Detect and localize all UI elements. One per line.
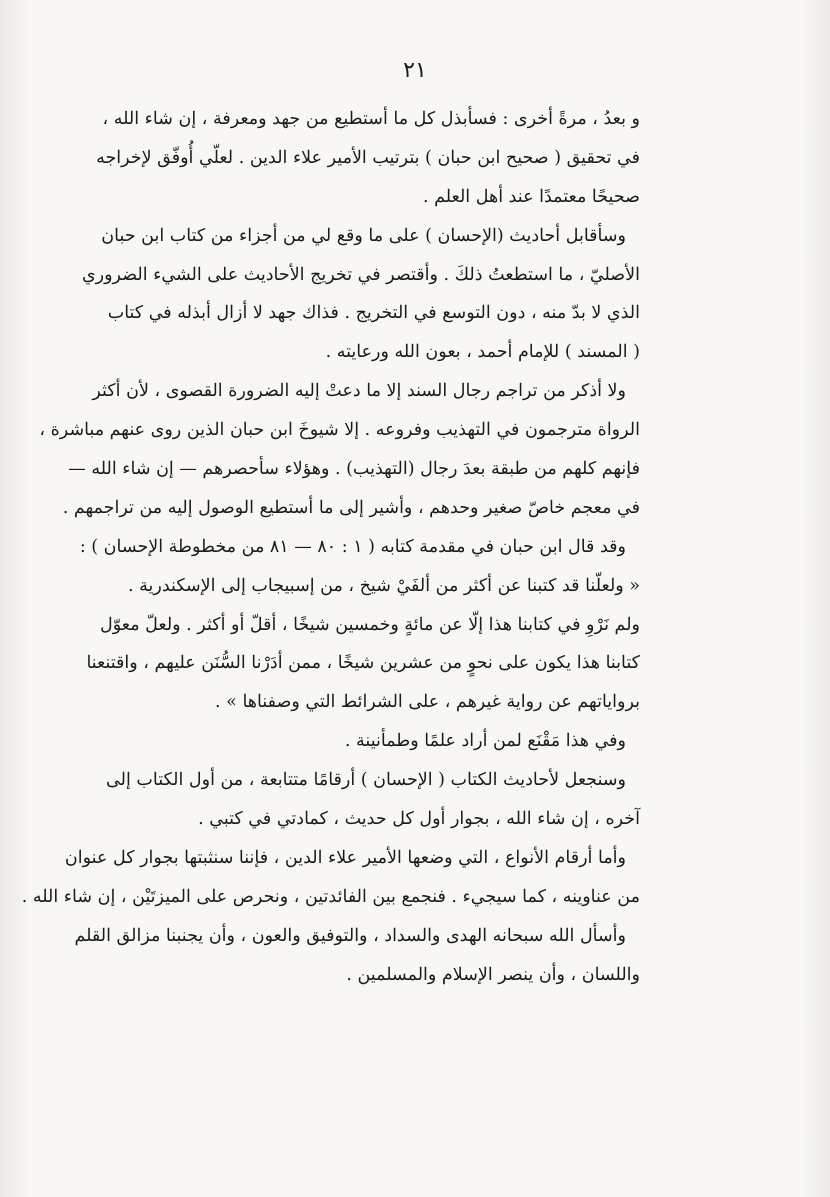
text-line: في معجم خاصّ صغير وحدهم ، وأشير إلى ما أستطيع الوصول إليه من تراجمهم . <box>62 497 640 518</box>
text-line: واللسان ، وأن ينصر الإسلام والمسلمين . <box>346 964 640 985</box>
text-line: وقد قال ابن حبان في مقدمة كتابه ( ١ : ٨٠ — ٨١ من مخطوطة الإحسان ) : <box>79 536 626 557</box>
paragraph <box>39 372 640 528</box>
paragraph <box>81 217 640 373</box>
text-line: ( المسند ) للإمام أحمد ، بعون الله ورعايته . <box>325 342 640 363</box>
text-line: ولم نَرْوِ في كتابنا هذا إلّا عن مائةٍ وخمسين شيخًا ، أقلّ أو أكثر . ولعلّ معوّل <box>100 614 640 635</box>
text-line: برواياتهم عن رواية غيرهم ، على الشرائط التي وصفناها » . <box>215 692 640 713</box>
paragraph <box>158 722 640 761</box>
body-text <box>21 100 640 994</box>
text-line: صحيحًا معتمدًا عند أهل العلم . <box>422 186 640 207</box>
text-line: و بعدُ ، مرةً أخرى : فسأبذل كل ما أستطيع من جهد ومعرفة ، إن شاء الله ، <box>102 109 640 129</box>
text-line: وأسأل الله سبحانه الهدى والسداد ، والتوفيق والعون ، وأن يجنبنا مزالق القلم <box>74 925 626 946</box>
text-line: كتابنا هذا يكون على نحوٍ من عشرين شيخًا ، ممن أدَرْنا السُّنَن عليهم ، واقتنعنا <box>86 653 640 674</box>
text-line: وأما أرقام الأنواع ، التي وضعها الأمير علاء الدين ، فإننا سنثبتها بجوار كل عنوان <box>64 847 626 868</box>
paragraph <box>96 100 640 217</box>
text-line: وسنجعل لأحاديث الكتاب ( الإحسان ) أرقامًا متتابعة ، من أول الكتاب إلى <box>106 770 626 791</box>
text-line: الرواة مترجمون في التهذيب وفروعه . إلا شيوخَ ابن حبان الذين روى عنهم مباشرة ، <box>39 420 640 441</box>
text-line: ولا أذكر من تراجم رجال السند إلا ما دعتْ إليه الضرورة القصوى ، لأن أكثر <box>92 381 626 402</box>
paragraph <box>79 528 640 722</box>
paragraph <box>106 761 640 839</box>
text-line: آخره ، إن شاء الله ، بجوار أول كل حديث ، كمادتي في كتبي . <box>198 809 640 830</box>
paragraph <box>74 917 640 995</box>
text-line: « ولعلّنا قد كتبنا عن أكثر من ألفَيْ شيخ ، من إسبيجاب إلى الإسكندرية . <box>128 575 640 596</box>
paragraph <box>21 839 640 917</box>
text-line: فإنهم كلهم من طبقة بعدَ رجال (التهذيب) . وهؤلاء سأحصرهم — إن شاء الله — <box>68 459 640 480</box>
text-line: الأصليّ ، ما استطعتُ ذلكَ . وأقتصر في تخريج الأحاديث على الشيء الضروري <box>81 264 640 285</box>
page-number: ٢١ <box>403 58 427 83</box>
text-line: وفي هذا مَقْنَع لمن أراد علمًا وطمأنينة . <box>344 731 626 752</box>
text-line: في تحقيق ( صحيح ابن حبان ) بترتيب الأمير علاء الدين . لعلّي أُوفّق لإخراجه <box>96 147 640 168</box>
text-line: وسأقابل أحاديث (الإحسان ) على ما وقع لي من أجزاء من كتاب ابن حبان <box>101 225 626 246</box>
text-line: الذي لا بدّ منه ، دون التوسع في التخريج . فذاك جهد لا أزال أبذله في كتاب <box>107 303 640 324</box>
text-line: من عناوينه ، كما سيجيء . فنجمع بين الفائدتين ، ونحرص على الميزتَيْن ، إن شاء الله . <box>21 886 640 907</box>
